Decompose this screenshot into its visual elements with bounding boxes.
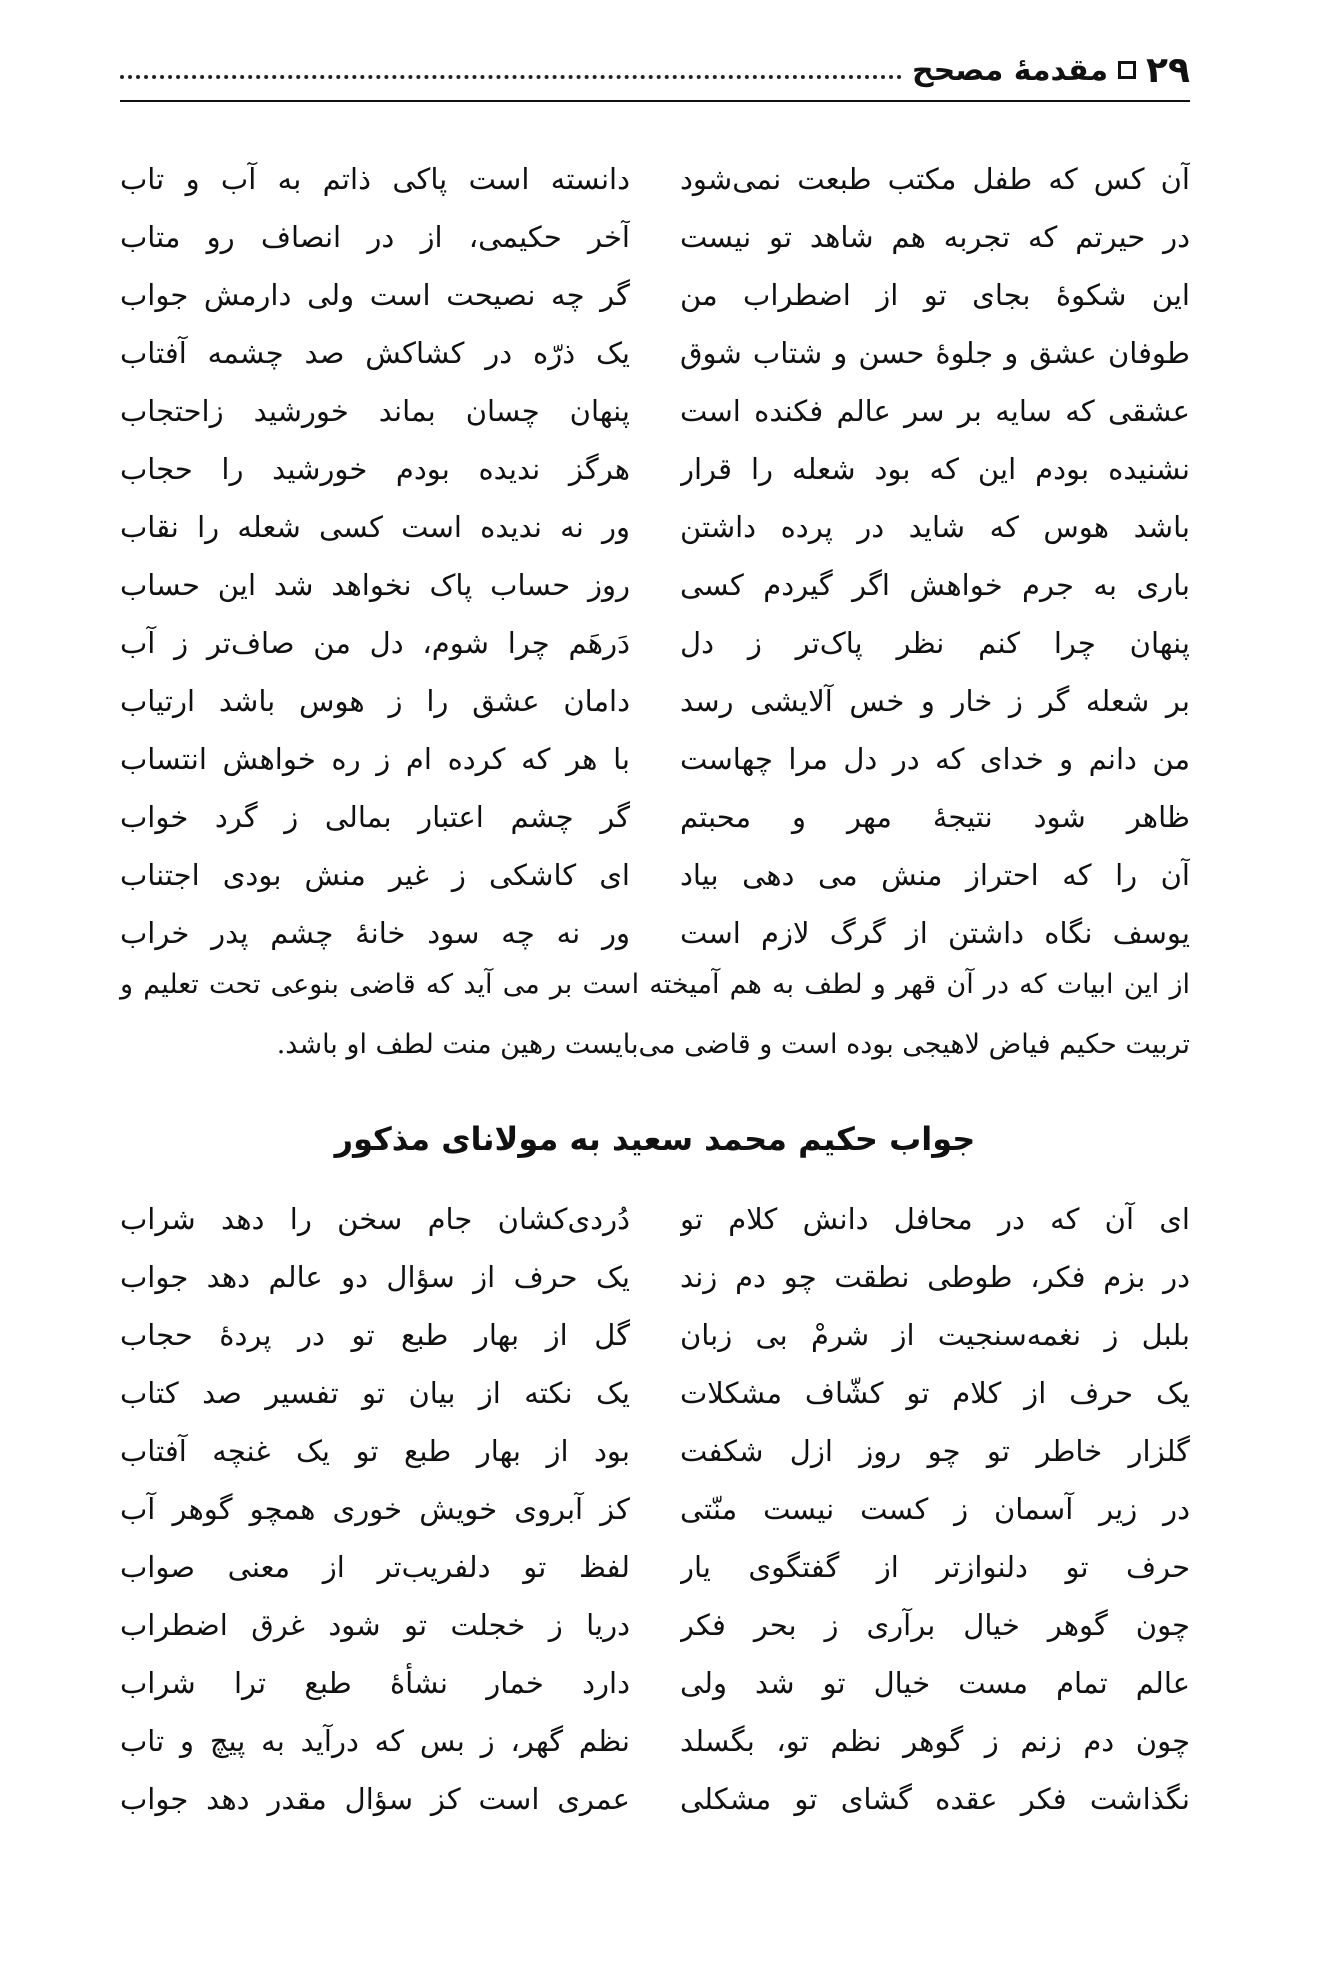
poem-section-two	[120, 1190, 1190, 1828]
couplet	[120, 498, 1190, 556]
couplet	[120, 1248, 1190, 1306]
right-hemistich: نگذاشت فکر عقده گشای تو مشکلی	[680, 1782, 1190, 1816]
right-hemistich: بر شعله گر ز خار و خس آلایشی رسد	[680, 684, 1190, 718]
right-hemistich: این شکوهٔ بجای تو از اضطراب من	[680, 278, 1190, 312]
right-hemistich: در بزم فکر، طوطی نطقت چو دم زند	[680, 1260, 1190, 1294]
left-hemistich: بود از بهار طبع تو یک غنچه آفتاب	[120, 1434, 630, 1468]
right-hemistich: چون دم زنم ز گوهر نظم تو، بگسلد	[680, 1724, 1190, 1758]
left-hemistich: پنهان چسان بماند خورشید زاحتجاب	[120, 394, 630, 428]
left-hemistich: یک نکته از بیان تو تفسیر صد کتاب	[120, 1376, 630, 1410]
right-hemistich: من دانم و خدای که در دل مرا چهاست	[680, 742, 1190, 776]
left-hemistich: لفظ تو دلفریب‌تر از معنی صواب	[120, 1550, 630, 1584]
left-hemistich: دارد خمار نشأهٔ طبع ترا شراب	[120, 1666, 630, 1700]
page-number: ۲۹	[1146, 49, 1190, 91]
running-title: مقدمهٔ مصحح	[911, 52, 1109, 88]
right-hemistich: حرف تو دلنوازتر از گفتگوی یار	[680, 1550, 1190, 1584]
right-hemistich: یک حرف از کلام تو کشّاف مشکلات	[680, 1376, 1190, 1410]
dotted-leader	[120, 75, 902, 79]
couplet	[120, 1538, 1190, 1596]
couplet	[120, 324, 1190, 382]
right-hemistich: آن کس که طفل مکتب طبعت نمی‌شود	[680, 162, 1190, 196]
couplet	[120, 1306, 1190, 1364]
right-hemistich: ظاهر شود نتیجهٔ مهر و محبتم	[680, 800, 1190, 834]
couplet	[120, 208, 1190, 266]
left-hemistich: دَرهَم چرا شوم، دل من صاف‌تر ز آب	[120, 626, 630, 660]
right-hemistich: بلبل ز نغمه‌سنجیت از شرمْ بی زبان	[680, 1318, 1190, 1352]
couplet	[120, 440, 1190, 498]
left-hemistich: گل از بهار طبع تو در پردهٔ حجاب	[120, 1318, 630, 1352]
couplet	[120, 150, 1190, 208]
left-hemistich: گر چشم اعتبار بمالی ز گرد خواب	[120, 800, 630, 834]
right-hemistich: عشقی که سایه بر سر عالم فکنده است	[680, 394, 1190, 428]
left-hemistich: کز آبروی خویش خوری همچو گوهر آب	[120, 1492, 630, 1526]
page-header	[120, 40, 1190, 100]
header-rule	[120, 100, 1190, 102]
left-hemistich: یک حرف از سؤال دو عالم دهد جواب	[120, 1260, 630, 1294]
square-ornament-icon	[1118, 61, 1136, 79]
couplet	[120, 846, 1190, 904]
right-hemistich: در زیر آسمان ز کست نیست منّتی	[680, 1492, 1190, 1526]
right-hemistich: پنهان چرا کنم نظر پاک‌تر ز دل	[680, 626, 1190, 660]
right-hemistich: در حیرتم که تجربه هم شاهد تو نیست	[680, 220, 1190, 254]
couplet	[120, 382, 1190, 440]
left-hemistich: روز حساب پاک نخواهد شد این حساب	[120, 568, 630, 602]
couplet	[120, 788, 1190, 846]
right-hemistich: چون گوهر خیال برآری ز بحر فکر	[680, 1608, 1190, 1642]
left-hemistich: ای کاشکی ز غیر منش بودی اجتناب	[120, 858, 630, 892]
couplet	[120, 1712, 1190, 1770]
section-heading: جواب حکیم محمد سعید به مولانای مذکور	[334, 1120, 976, 1158]
couplet	[120, 904, 1190, 962]
couplet	[120, 1770, 1190, 1828]
couplet	[120, 1480, 1190, 1538]
left-hemistich: ور نه ندیده است کسی شعله را نقاب	[120, 510, 630, 544]
left-hemistich: دامان عشق را ز هوس باشد ارتیاب	[120, 684, 630, 718]
left-hemistich: هرگز ندیده بودم خورشید را حجاب	[120, 452, 630, 486]
couplet	[120, 266, 1190, 324]
couplet	[120, 730, 1190, 788]
right-hemistich: یوسف نگاه داشتن از گرگ لازم است	[680, 916, 1190, 950]
left-hemistich: دُردی‌کشان جام سخن را دهد شراب	[120, 1202, 630, 1236]
left-hemistich: دریا ز خجلت تو شود غرق اضطراب	[120, 1608, 630, 1642]
right-hemistich: گلزار خاطر تو چو روز ازل شکفت	[680, 1434, 1190, 1468]
left-hemistich: یک ذرّه در کشاکش صد چشمه آفتاب	[120, 336, 630, 370]
right-hemistich: طوفان عشق و جلوهٔ حسن و شتاب شوق	[680, 336, 1190, 370]
left-hemistich: عمری است کز سؤال مقدر دهد جواب	[120, 1782, 630, 1816]
left-hemistich: ور نه چه سود خانهٔ چشم پدر خراب	[120, 916, 630, 950]
poem-section-one	[120, 150, 1190, 962]
couplet	[120, 1422, 1190, 1480]
right-hemistich: ای آن که در محافل دانش کلام تو	[680, 1202, 1190, 1236]
left-hemistich: دانسته است پاکی ذاتم به آب و تاب	[120, 162, 630, 196]
couplet	[120, 1364, 1190, 1422]
couplet	[120, 1190, 1190, 1248]
couplet	[120, 614, 1190, 672]
left-hemistich: با هر که کرده ام ز ره خواهش انتساب	[120, 742, 630, 776]
right-hemistich: عالم تمام مست خیال تو شد ولی	[680, 1666, 1190, 1700]
couplet	[120, 1596, 1190, 1654]
left-hemistich: نظم گهر، ز بس که درآید به پیچ و تاب	[120, 1724, 630, 1758]
right-hemistich: آن را که احتراز منش می دهی بیاد	[680, 858, 1190, 892]
prose-paragraph: از این ابیات که در آن قهر و لطف به هم آمیخته است بر می آید که قاضی بنوعی تحت تعلیم و تربیت حکیم فیاض لاهیجی بوده است و قاضی می‌بایست رهین منت لطف او باشد.	[120, 969, 1190, 1060]
right-hemistich: باشد هوس که شاید در پرده داشتن	[680, 510, 1190, 544]
couplet	[120, 556, 1190, 614]
right-hemistich: نشنیده بودم این که بود شعله را قرار	[680, 452, 1190, 486]
couplet	[120, 1654, 1190, 1712]
right-hemistich: باری به جرم خواهش اگر گیردم کسی	[680, 568, 1190, 602]
left-hemistich: آخر حکیمی، از در انصاف رو متاب	[120, 220, 630, 254]
couplet	[120, 672, 1190, 730]
left-hemistich: گر چه نصیحت است ولی دارمش جواب	[120, 278, 630, 312]
